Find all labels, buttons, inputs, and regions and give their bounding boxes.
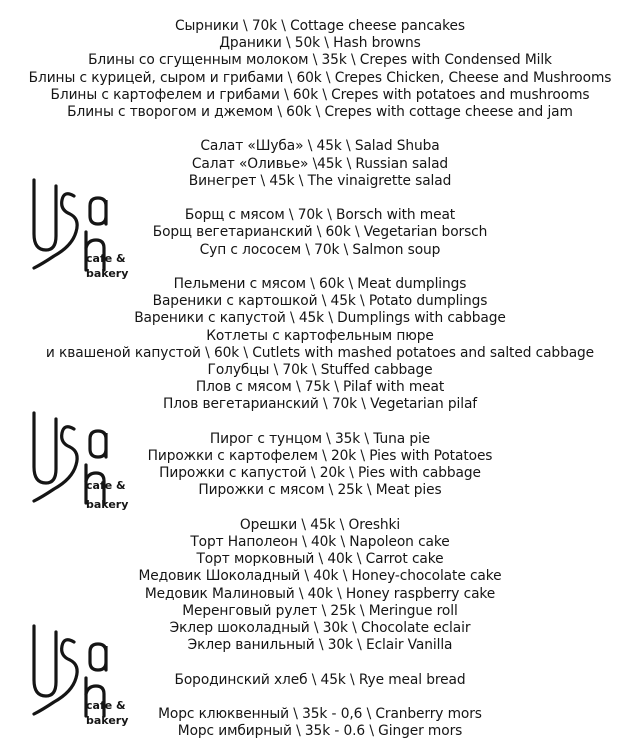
- menu-item: Эклер ванильный \ 30k \ Eclair Vanilla: [187, 637, 453, 654]
- menu-item: Блины с картофелем и грибами \ 60k \ Crepes with potatoes and mushrooms: [50, 86, 590, 103]
- menu-item: Плов вегетарианский \ 70k \ Vegetarian pilaf: [162, 396, 478, 413]
- menu-item: Блины со сгущенным молоком \ 35k \ Crepes with Condensed Milk: [88, 52, 552, 69]
- menu-item: Эклер шоколадный \ 30k \ Chocolate eclair: [169, 620, 471, 637]
- logo-subtitle-line2: bakery: [86, 267, 129, 280]
- logo-subtitle-line1: cafe &: [86, 699, 126, 712]
- menu-item: Медовик Малиновый \ 40k \ Honey raspberry cake: [144, 585, 496, 602]
- cafe-logo: [28, 172, 128, 292]
- logo-subtitle-line1: cafe &: [86, 479, 126, 492]
- menu-item: Котлеты с картофельным пюре: [206, 327, 434, 344]
- menu-item: Пирожки с мясом \ 25k \ Meat pies: [198, 482, 442, 499]
- menu-item: Драники \ 50k \ Hash browns: [219, 35, 421, 52]
- menu-item: Блины с творогом и джемом \ 60k \ Crepes with cottage cheese and jam: [67, 104, 573, 121]
- menu-item: Вареники с картошкой \ 45k \ Potato dumplings: [152, 293, 488, 310]
- menu-item: Салат «Шуба» \ 45k \ Salad Shuba: [200, 138, 440, 155]
- menu-item: Морс имбирный \ 35k - 0.6 \ Ginger mors: [177, 723, 463, 740]
- menu-item: Орешки \ 45k \ Oreshki: [239, 516, 401, 533]
- menu-item: Медовик Шоколадный \ 40k \ Honey-chocolate cake: [138, 568, 502, 585]
- logo-subtitle-line1: cafe &: [86, 252, 126, 265]
- menu-item: Борщ с мясом \ 70k \ Borsch with meat: [184, 207, 456, 224]
- menu-item: Меренговый рулет \ 25k \ Meringue roll: [182, 602, 458, 619]
- menu-item: Пельмени с мясом \ 60k \ Meat dumplings: [173, 276, 467, 292]
- menu-item: Вареники с капустой \ 45k \ Dumplings with cabbage: [134, 310, 506, 327]
- menu-item: Блины с курицей, сыром и грибами \ 60k \ Crepes Chicken, Cheese and Mushrooms: [28, 69, 612, 86]
- logo-subtitle-line2: bakery: [86, 714, 129, 727]
- menu-item: Борщ вегетарианский \ 60k \ Vegetarian borsch: [152, 224, 488, 241]
- section-gap: [0, 121, 640, 138]
- menu-item: Голубцы \ 70k \ Stuffed cabbage: [207, 362, 433, 379]
- menu-item: Сырники \ 70k \ Cottage cheese pancakes: [175, 18, 465, 34]
- cafe-logo: [28, 405, 128, 525]
- menu-item: Суп с лососем \ 70k \ Salmon soup: [199, 241, 441, 258]
- menu-item: Морс клюквенный \ 35k - 0,6 \ Cranberry mors: [158, 706, 482, 723]
- menu-item: Винегрет \ 45k \ The vinaigrette salad: [188, 172, 452, 189]
- menu-item: Торт морковный \ 40k \ Carrot cake: [196, 551, 444, 568]
- menu-item: Салат «Оливье» \45k \ Russian salad: [191, 155, 449, 172]
- menu-item: Пирожки с капустой \ 20k \ Pies with cabbage: [159, 465, 481, 482]
- menu-item: и квашеной капустой \ 60k \ Cutlets with mashed potatoes and salted cabbage: [45, 344, 595, 361]
- cafe-logo: [28, 618, 128, 738]
- menu-item: Бородинский хлеб \ 45k \ Rye meal bread: [174, 671, 466, 688]
- menu-item: Пирожки с картофелем \ 20k \ Pies with Potatoes: [147, 448, 493, 465]
- menu-item: Плов с мясом \ 75k \ Pilaf with meat: [195, 379, 445, 396]
- menu-item: Пирог с тунцом \ 35k \ Tuna pie: [209, 430, 431, 447]
- logo-subtitle-line2: bakery: [86, 498, 129, 511]
- menu-item: Торт Наполеон \ 40k \ Napoleon cake: [190, 534, 450, 551]
